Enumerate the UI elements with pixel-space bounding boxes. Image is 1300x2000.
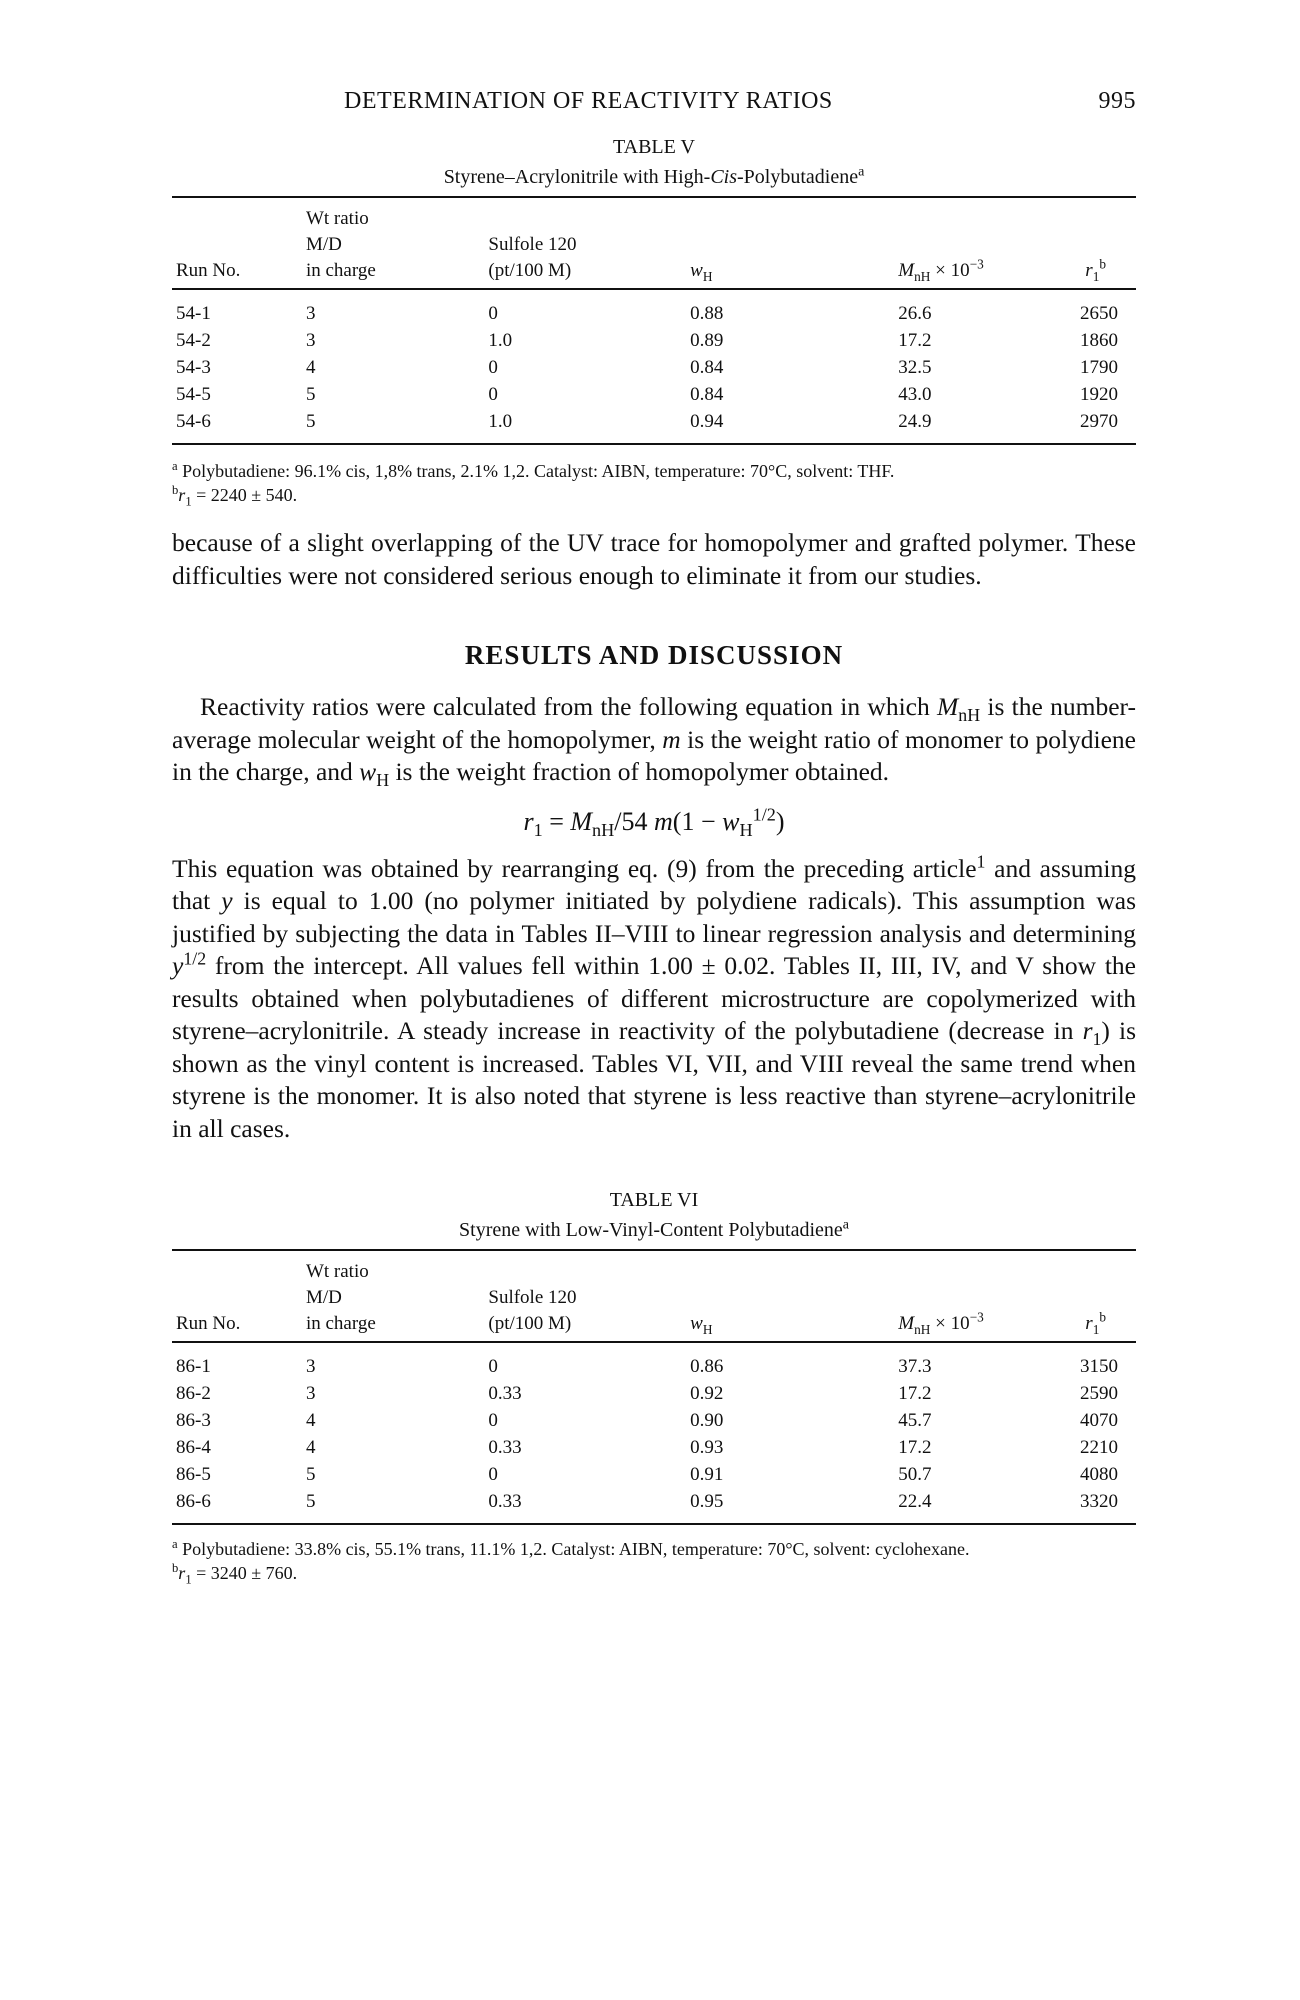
table-6-footnote-a — [172, 1537, 1136, 1561]
header-mnh-m: M — [898, 260, 915, 281]
header-wh-w: w — [690, 260, 703, 281]
header-mnh-exp: −3 — [969, 256, 984, 272]
cell-mnh: 37.3 — [898, 1356, 932, 1377]
eq-part-2: /54 — [614, 806, 654, 836]
header-wt-ratio — [302, 1250, 484, 1342]
eq-mm: m — [654, 806, 673, 836]
table-row — [172, 354, 1136, 381]
cell-wh: 0.84 — [690, 384, 724, 405]
table-5-title-post: -Polybutadiene — [737, 166, 859, 188]
eqpara-text-3: is equal to 1.00 (no polymer initiated by polydiene radicals). This assumption was justified by subjecting the data in Tables II–VIII to linear regression analysis and determining — [172, 886, 1136, 948]
cell-sulfole: 1.0 — [488, 411, 513, 432]
cell-wh: 0.84 — [690, 357, 724, 378]
cell-run: 86-2 — [176, 1383, 211, 1404]
cell-mnh: 26.6 — [898, 303, 932, 324]
cell-run: 86-4 — [176, 1437, 211, 1458]
header-mnh-tail: × 10 — [930, 1313, 970, 1334]
cell-run: 54-6 — [176, 411, 211, 432]
header-sulfole — [484, 1250, 686, 1342]
table-5-footnote-b — [172, 483, 1136, 507]
header-wh-sub: H — [702, 268, 713, 284]
cell-r1: 2650 — [1080, 303, 1118, 324]
cell-r1: 1920 — [1080, 384, 1118, 405]
table-row — [172, 1407, 1136, 1434]
table-6-title — [172, 1215, 1136, 1245]
results-wh-sub: H — [376, 770, 390, 791]
header-wt-line3: in charge — [305, 260, 376, 281]
footnote-b-sub: 1 — [185, 1572, 192, 1587]
cell-run: 54-1 — [176, 303, 211, 324]
table-5 — [172, 196, 1136, 445]
cell-r1: 3320 — [1080, 1491, 1118, 1512]
cell-sulfole: 0 — [488, 1356, 498, 1377]
table-5-title-pre: Styrene–Acrylonitrile with High- — [443, 166, 711, 188]
cell-r1: 1860 — [1080, 330, 1118, 351]
results-m: m — [662, 724, 681, 754]
header-mnh — [858, 1250, 1076, 1342]
eqpara-text-1: This equation was obtained by rearranging eq. (9) from the preceding article — [172, 853, 977, 883]
header-mnh-tail: × 10 — [930, 260, 970, 281]
cell-wt-ratio: 5 — [305, 1491, 316, 1512]
header-run-no — [172, 197, 302, 289]
cell-mnh: 45.7 — [898, 1410, 932, 1431]
eqpara-y: y — [221, 886, 233, 915]
footnote-a-mark: a — [172, 1537, 178, 1551]
cell-sulfole: 0.33 — [488, 1383, 522, 1404]
header-run-text: Run No. — [176, 260, 241, 281]
cell-wh: 0.89 — [690, 330, 724, 351]
eqpara-text-5: ) is shown as the vinyl content is increased. Tables VI, VII, and VIII reveal the same trend when styrene is the monomer. It is also noted that styrene is less reactive than styrene–acrylonitrile in all cases. — [172, 1016, 1136, 1143]
header-wt-line1: Wt ratio — [305, 1261, 369, 1282]
results-text-4: is the weight fraction of homopolymer obtained. — [389, 757, 890, 786]
cell-run: 86-5 — [176, 1464, 211, 1485]
results-text-2: is the number-average molecular weight of the homopolymer, — [172, 692, 1137, 754]
eqpara-text-4: from the intercept. All values fell within 1.00 ± 0.02. Tables II, III, IV, and V show the results obtained when polybutadienes of different microstructure are copolymerized with styrene–acrylonitrile. A steady increase in reactivity of the polybutadiene (decrease in — [172, 951, 1136, 1045]
header-sulfole — [484, 197, 686, 289]
cell-r1: 3150 — [1080, 1356, 1118, 1377]
header-wh-sub: H — [702, 1321, 713, 1337]
cell-sulfole: 0 — [488, 1410, 498, 1431]
eq-r-sub: 1 — [533, 819, 543, 840]
running-head — [172, 88, 1136, 128]
table-5-header-row — [172, 197, 1136, 289]
eqpara-text-2: and assuming that — [172, 853, 1137, 915]
header-mnh-sub: nH — [914, 1321, 931, 1337]
footnote-a-text: Polybutadiene: 33.8% cis, 55.1% trans, 11.1% 1,2. Catalyst: AIBN, temperature: 70°C, solvent: cyclohexane. — [177, 1539, 970, 1559]
cell-sulfole: 0.33 — [488, 1437, 522, 1458]
header-mnh — [858, 197, 1076, 289]
header-r1-r: r — [1085, 1313, 1093, 1334]
eq-w: w — [722, 806, 740, 836]
footnote-b-r: r — [178, 485, 186, 505]
eq-w-sup: 1/2 — [752, 803, 776, 824]
table-row — [172, 408, 1136, 444]
cell-mnh: 24.9 — [898, 411, 932, 432]
paragraph-results — [172, 691, 1136, 789]
cell-run: 54-2 — [176, 330, 211, 351]
cell-sulfole: 0 — [488, 357, 498, 378]
header-sulfole-line1: Sulfole 120 — [488, 1287, 577, 1308]
cell-sulfole: 0 — [488, 384, 498, 405]
cell-r1: 2970 — [1080, 411, 1118, 432]
paragraph-continued: because of a slight overlapping of the UV trace for homopolymer and grafted polymer. These difficulties were not considered serious enough to eliminate it from our studies. — [172, 528, 1136, 590]
header-wt-line1: Wt ratio — [305, 208, 369, 229]
header-r1-r: r — [1085, 260, 1093, 281]
cell-wt-ratio: 3 — [305, 330, 316, 351]
table-6-body — [172, 1342, 1136, 1524]
table-5-footnotes — [172, 459, 1136, 507]
header-r1-sub: 1 — [1092, 1321, 1100, 1337]
table-row — [172, 1461, 1136, 1488]
table-6-title-mark: a — [842, 1217, 849, 1233]
cell-wh: 0.93 — [690, 1437, 724, 1458]
running-title: DETERMINATION OF REACTIVITY RATIOS — [344, 88, 833, 114]
cell-run: 86-3 — [176, 1410, 211, 1431]
table-row — [172, 289, 1136, 327]
footnote-b-sub: 1 — [185, 494, 192, 509]
eqpara-y2-sup: 1/2 — [183, 948, 207, 969]
equation — [172, 803, 1136, 840]
header-wt-line2: M/D — [305, 234, 342, 255]
table-row — [172, 381, 1136, 408]
cell-run: 54-3 — [176, 357, 211, 378]
results-mnh: M — [937, 692, 959, 721]
eq-m-sub: nH — [592, 819, 615, 840]
table-row — [172, 1488, 1136, 1524]
cell-wt-ratio: 3 — [305, 1356, 316, 1377]
cell-wh: 0.91 — [690, 1464, 724, 1485]
table-6 — [172, 1249, 1136, 1525]
footnote-b-text: = 3240 ± 760. — [191, 1563, 298, 1583]
table-5-body — [172, 289, 1136, 444]
cell-r1: 4080 — [1080, 1464, 1118, 1485]
page-number: 995 — [1098, 88, 1136, 114]
results-text-1: Reactivity ratios were calculated from the following equation in which — [200, 692, 938, 721]
cell-r1: 2210 — [1080, 1437, 1118, 1458]
header-wh — [686, 1250, 858, 1342]
table-5-label: TABLE V — [613, 136, 695, 158]
header-wt-line2: M/D — [305, 1287, 342, 1308]
eqpara-ref: 1 — [976, 851, 986, 871]
cell-mnh: 50.7 — [898, 1464, 932, 1485]
results-wh: w — [359, 757, 377, 786]
header-sulfole-line1: Sulfole 120 — [488, 234, 577, 255]
eqpara-r-sub: 1 — [1092, 1029, 1102, 1050]
table-6-caption — [172, 1185, 1136, 1245]
cell-r1: 2590 — [1080, 1383, 1118, 1404]
header-mnh-sub: nH — [914, 268, 931, 284]
cell-mnh: 43.0 — [898, 384, 932, 405]
results-mnh-sub: nH — [958, 705, 981, 726]
eq-part-3: (1 − — [672, 806, 723, 836]
cell-wt-ratio: 3 — [305, 303, 316, 324]
cell-sulfole: 1.0 — [488, 330, 513, 351]
header-sulfole-line2: (pt/100 M) — [488, 1313, 572, 1334]
footnote-b-text: = 2240 ± 540. — [191, 485, 298, 505]
eqpara-y2: y — [172, 951, 184, 980]
cell-mnh: 17.2 — [898, 1437, 932, 1458]
cell-run: 54-5 — [176, 384, 211, 405]
table-5-footnote-a — [172, 459, 1136, 483]
results-text-3: is the weight ratio of monomer to polydiene in the charge, and — [172, 724, 1137, 786]
cell-wt-ratio: 3 — [305, 1383, 316, 1404]
cell-mnh: 17.2 — [898, 1383, 932, 1404]
header-r1 — [1076, 1250, 1136, 1342]
eq-w-sub: H — [739, 819, 753, 840]
table-6-footnote-b — [172, 1561, 1136, 1585]
cell-wh: 0.90 — [690, 1410, 724, 1431]
footnote-b-mark: b — [172, 483, 179, 497]
cell-wh: 0.86 — [690, 1356, 724, 1377]
cell-wh: 0.92 — [690, 1383, 724, 1404]
footnote-b-r: r — [178, 1563, 186, 1583]
cell-r1: 4070 — [1080, 1410, 1118, 1431]
table-row — [172, 1342, 1136, 1380]
cell-wt-ratio: 4 — [305, 1410, 316, 1431]
table-5-title-italic: Cis — [710, 166, 737, 188]
cell-wt-ratio: 4 — [305, 1437, 316, 1458]
table-6-title-text: Styrene with Low-Vinyl-Content Polybutadiene — [459, 1219, 843, 1241]
eq-part-4: ) — [775, 806, 785, 836]
header-sulfole-line2: (pt/100 M) — [488, 260, 572, 281]
header-wh — [686, 197, 858, 289]
cell-wt-ratio: 5 — [305, 411, 316, 432]
eq-m: M — [570, 806, 593, 836]
header-r1-sub: 1 — [1092, 268, 1100, 284]
section-heading: RESULTS AND DISCUSSION — [464, 640, 844, 670]
cell-wt-ratio: 5 — [305, 1464, 316, 1485]
footnote-a-mark: a — [172, 459, 178, 473]
footnote-a-text: Polybutadiene: 96.1% cis, 1,8% trans, 2.1% 1,2. Catalyst: AIBN, temperature: 70°C, solvent: THF. — [177, 461, 895, 481]
table-row — [172, 1434, 1136, 1461]
table-6-label: TABLE VI — [609, 1189, 699, 1211]
cell-wh: 0.88 — [690, 303, 724, 324]
header-r1-sup: b — [1099, 256, 1106, 272]
table-6-footnotes — [172, 1537, 1136, 1585]
footnote-b-mark: b — [172, 1561, 179, 1575]
eq-part-1: = — [542, 806, 571, 836]
table-6-header-row — [172, 1250, 1136, 1342]
table-5-title-mark: a — [858, 164, 865, 180]
cell-mnh: 22.4 — [898, 1491, 932, 1512]
table-row — [172, 1380, 1136, 1407]
eqpara-r: r — [1082, 1016, 1093, 1045]
cell-run: 86-1 — [176, 1356, 211, 1377]
table-row — [172, 327, 1136, 354]
cell-sulfole: 0 — [488, 1464, 498, 1485]
cell-mnh: 32.5 — [898, 357, 932, 378]
eq-r: r — [523, 806, 534, 836]
header-r1 — [1076, 197, 1136, 289]
table-5-title — [172, 162, 1136, 192]
header-run-text: Run No. — [176, 1313, 241, 1334]
header-wh-w: w — [690, 1313, 703, 1334]
cell-wt-ratio: 5 — [305, 384, 316, 405]
cell-sulfole: 0 — [488, 303, 498, 324]
header-r1-sup: b — [1099, 1309, 1106, 1325]
header-mnh-exp: −3 — [969, 1309, 984, 1325]
paragraph-equation — [172, 853, 1136, 1146]
cell-r1: 1790 — [1080, 357, 1118, 378]
header-wt-ratio — [302, 197, 484, 289]
cell-sulfole: 0.33 — [488, 1491, 522, 1512]
header-wt-line3: in charge — [305, 1313, 376, 1334]
cell-run: 86-6 — [176, 1491, 211, 1512]
header-run-no — [172, 1250, 302, 1342]
cell-wt-ratio: 4 — [305, 357, 316, 378]
page — [172, 88, 1136, 1585]
cell-wh: 0.95 — [690, 1491, 724, 1512]
cell-mnh: 17.2 — [898, 330, 932, 351]
table-5-caption — [172, 132, 1136, 192]
header-mnh-m: M — [898, 1313, 915, 1334]
cell-wh: 0.94 — [690, 411, 724, 432]
